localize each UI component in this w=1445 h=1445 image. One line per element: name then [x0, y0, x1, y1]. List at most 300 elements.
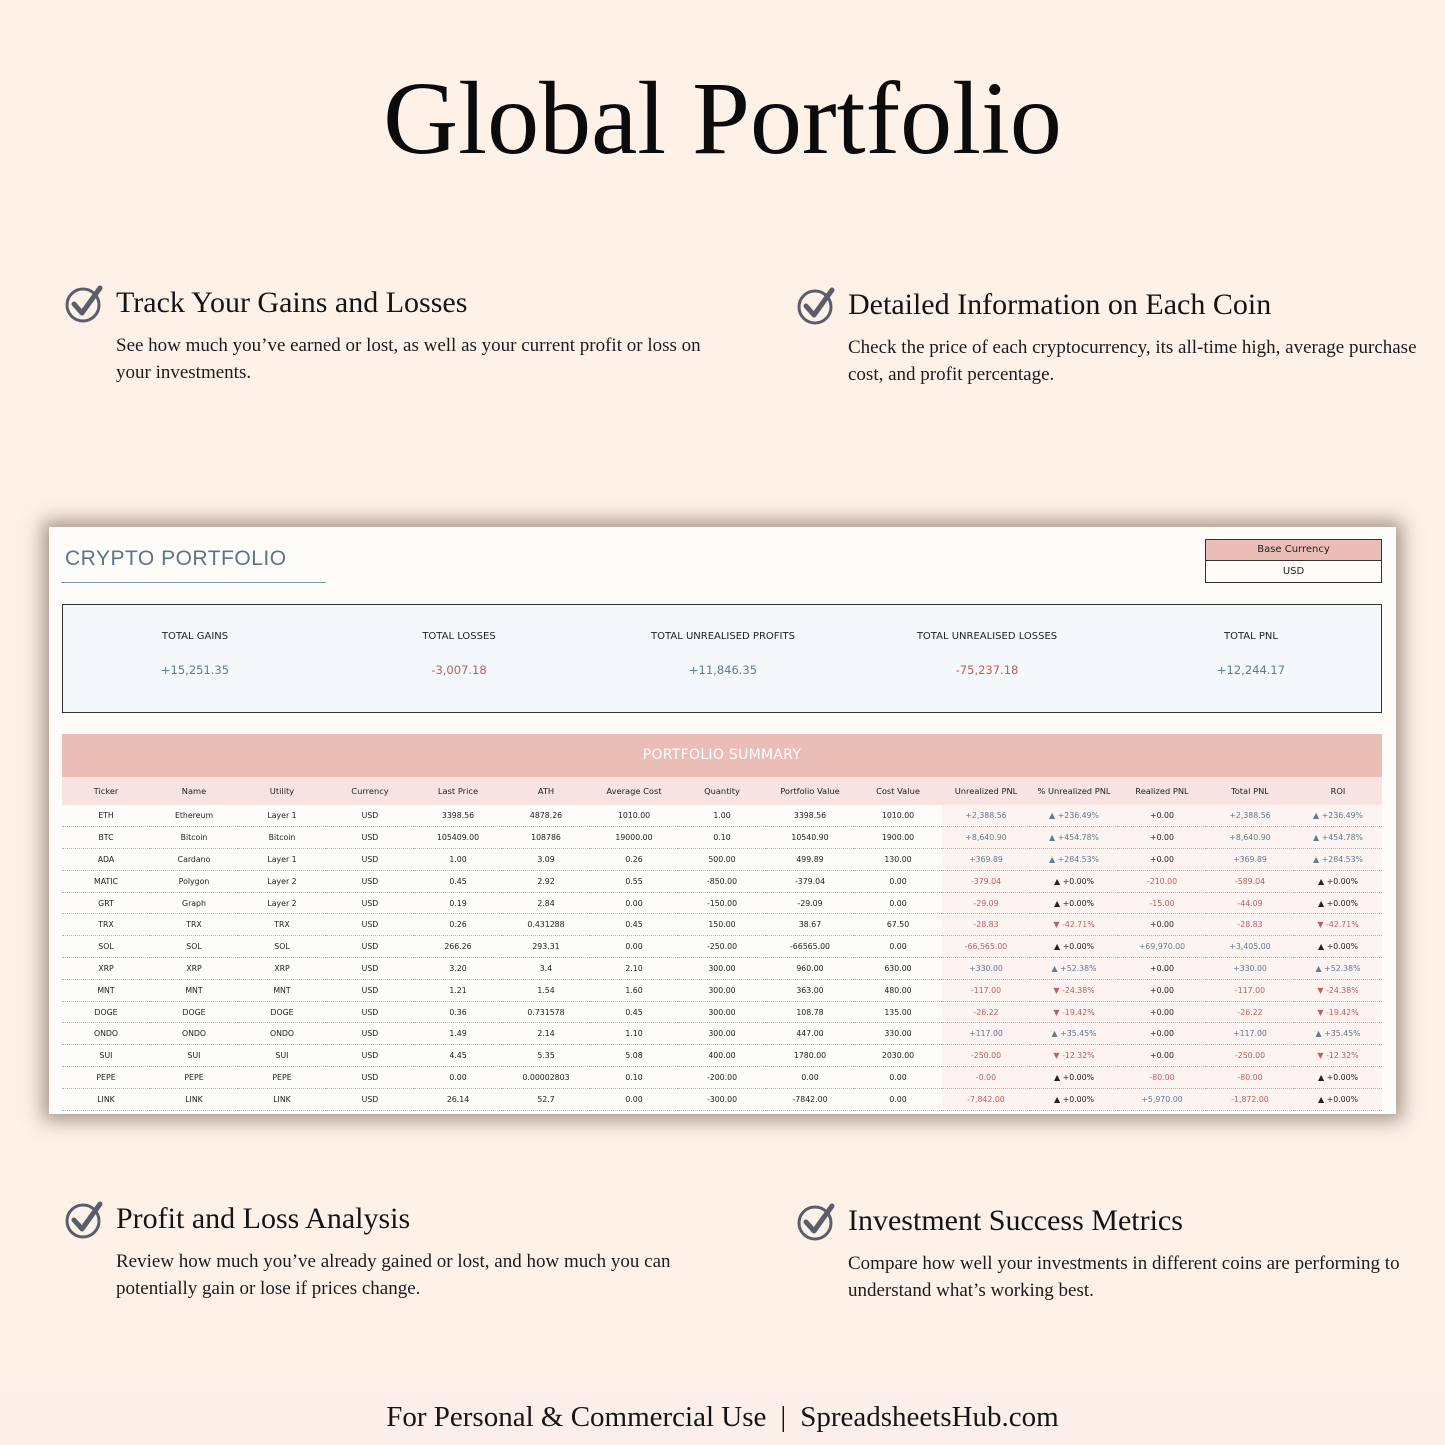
cell-last-price: 1.00 [414, 849, 502, 871]
feature-description: See how much you’ve earned or lost, as well as your current profit or loss on your investments. [116, 335, 701, 383]
cell-utility: XRP [238, 958, 326, 980]
cell-ticker: PEPE [62, 1067, 150, 1089]
cell-value: -19.42% [1062, 1007, 1095, 1017]
cell-utility: Layer 2 [238, 892, 326, 914]
cell-value: +52.38% [1060, 963, 1097, 973]
column-header: Total PNL [1206, 777, 1294, 805]
cell-currency: USD [326, 958, 414, 980]
triangle-down-icon: ▼ [1053, 1051, 1063, 1061]
triangle-up-icon: ▲ [1049, 811, 1058, 821]
cell-ticker: TRX [62, 914, 150, 936]
cell-value: +0.00% [1326, 1094, 1358, 1104]
cell-quantity: 400.00 [678, 1045, 766, 1067]
column-header: Ticker [62, 777, 150, 805]
table-row [62, 827, 1382, 849]
feature-title: Profit and Loss Analysis [116, 1202, 411, 1235]
cell-ticker: GRT [62, 892, 150, 914]
cell-cost-value: 0.00 [854, 1067, 942, 1089]
cell-value: +0.00% [1062, 1094, 1094, 1104]
cell-cost-value: 630.00 [854, 958, 942, 980]
column-header: Currency [326, 777, 414, 805]
cell-unrealized-pnl: +2,388.56 [942, 805, 1030, 827]
check-circle-icon [796, 286, 836, 326]
table-row [62, 892, 1382, 914]
cell-currency: USD [326, 849, 414, 871]
base-currency-box [1205, 539, 1382, 583]
cell-last-price: 3.20 [414, 958, 502, 980]
cell-ath: 0.431288 [502, 914, 590, 936]
cell-last-price: 26.14 [414, 1088, 502, 1110]
total-value: +11,846.35 [688, 663, 758, 677]
cell-total-pnl: +3,405.00 [1206, 936, 1294, 958]
cell-currency: USD [326, 1045, 414, 1067]
title-underline [61, 582, 326, 583]
cell-portfolio-value: 1780.00 [766, 1045, 854, 1067]
cell-pct-unrealized [1030, 936, 1118, 958]
cell-ticker: MNT [62, 979, 150, 1001]
cell-pct-unrealized [1030, 849, 1118, 871]
total-label: TOTAL GAINS [161, 631, 229, 642]
cell-value: -42.71% [1062, 920, 1095, 930]
cell-unrealized-pnl: +117.00 [942, 1023, 1030, 1045]
cell-pct-unrealized [1030, 979, 1118, 1001]
cell-ath: 5.35 [502, 1045, 590, 1067]
cell-utility: Layer 1 [238, 849, 326, 871]
sheet-title: CRYPTO PORTFOLIO [65, 547, 287, 570]
cell-portfolio-value: 363.00 [766, 979, 854, 1001]
cell-last-price: 0.36 [414, 1001, 502, 1023]
triangle-up-icon: ▲ [1053, 1094, 1063, 1104]
cell-realized-pnl: -210.00 [1118, 870, 1206, 892]
cell-cost-value: 0.00 [854, 1088, 942, 1110]
cell-ticker: SOL [62, 936, 150, 958]
cell-unrealized-pnl: +8,640.90 [942, 827, 1030, 849]
table-row [62, 914, 1382, 936]
cell-ticker: ADA [62, 849, 150, 871]
column-header: Unrealized PNL [942, 777, 1030, 805]
cell-unrealized-pnl: -117.00 [942, 979, 1030, 1001]
cell-utility: Bitcoin [238, 827, 326, 849]
cell-quantity: -850.00 [678, 870, 766, 892]
cell-value: +0.00% [1062, 898, 1094, 908]
cell-portfolio-value: 10540.90 [766, 827, 854, 849]
cell-currency: USD [326, 914, 414, 936]
cell-currency: USD [326, 1067, 414, 1089]
column-header: Utility [238, 777, 326, 805]
cell-roi [1294, 936, 1382, 958]
cell-portfolio-value: -7842.00 [766, 1088, 854, 1110]
cell-total-pnl: +117.00 [1206, 1023, 1294, 1045]
column-header: Realized PNL [1118, 777, 1206, 805]
cell-currency: USD [326, 1088, 414, 1110]
table-row [62, 1023, 1382, 1045]
cell-total-pnl: -80.00 [1206, 1067, 1294, 1089]
cell-ath: 293.31 [502, 936, 590, 958]
cell-total-pnl: -26.22 [1206, 1001, 1294, 1023]
cell-total-pnl: -1,872.00 [1206, 1088, 1294, 1110]
cell-realized-pnl: +0.00 [1118, 849, 1206, 871]
cell-avg-cost: 0.00 [590, 1088, 678, 1110]
cell-cost-value: 0.00 [854, 936, 942, 958]
cell-roi [1294, 914, 1382, 936]
footer-separator: | [780, 1401, 787, 1433]
cell-value: -19.42% [1326, 1007, 1359, 1017]
column-header: Name [150, 777, 238, 805]
cell-avg-cost: 0.00 [590, 936, 678, 958]
triangle-up-icon: ▲ [1051, 1029, 1061, 1039]
cell-name: DOGE [150, 1001, 238, 1023]
cell-ath: 0.731578 [502, 1001, 590, 1023]
table-row [62, 870, 1382, 892]
triangle-up-icon: ▲ [1317, 1094, 1327, 1104]
cell-pct-unrealized [1030, 870, 1118, 892]
triangle-up-icon: ▲ [1049, 854, 1058, 864]
cell-realized-pnl: +0.00 [1118, 1001, 1206, 1023]
triangle-up-icon: ▲ [1313, 833, 1322, 843]
cell-unrealized-pnl: -28.83 [942, 914, 1030, 936]
triangle-down-icon: ▼ [1053, 1007, 1063, 1017]
base-currency-label: Base Currency [1206, 540, 1381, 561]
triangle-up-icon: ▲ [1315, 963, 1325, 973]
cell-roi [1294, 1045, 1382, 1067]
triangle-down-icon: ▼ [1317, 985, 1327, 995]
check-circle-icon [796, 1202, 836, 1242]
column-header: Average Cost [590, 777, 678, 805]
column-header: ATH [502, 777, 590, 805]
cell-value: +52.38% [1324, 963, 1361, 973]
cell-unrealized-pnl: -0.00 [942, 1067, 1030, 1089]
cell-realized-pnl: +0.00 [1118, 1023, 1206, 1045]
cell-roi [1294, 1088, 1382, 1110]
cell-pct-unrealized [1030, 827, 1118, 849]
cell-total-pnl: +2,388.56 [1206, 805, 1294, 827]
cell-pct-unrealized [1030, 1067, 1118, 1089]
cell-value: -24.38% [1326, 985, 1359, 995]
cell-quantity: 300.00 [678, 958, 766, 980]
cell-value: +236.49% [1057, 811, 1099, 821]
cell-realized-pnl: -80.00 [1118, 1067, 1206, 1089]
triangle-up-icon: ▲ [1313, 811, 1322, 821]
cell-last-price: 0.26 [414, 914, 502, 936]
portfolio-table [62, 777, 1382, 1111]
cell-ath: 52.7 [502, 1088, 590, 1110]
table-row [62, 1067, 1382, 1089]
cell-name: Graph [150, 892, 238, 914]
total-label: TOTAL PNL [1224, 631, 1278, 642]
triangle-up-icon: ▲ [1317, 898, 1327, 908]
cell-last-price: 4.45 [414, 1045, 502, 1067]
triangle-down-icon: ▼ [1317, 1007, 1327, 1017]
cell-quantity: 300.00 [678, 1001, 766, 1023]
cell-portfolio-value: -379.04 [766, 870, 854, 892]
cell-unrealized-pnl: -26.22 [942, 1001, 1030, 1023]
cell-ath: 4878.26 [502, 805, 590, 827]
cell-currency: USD [326, 979, 414, 1001]
cell-realized-pnl: +0.00 [1118, 979, 1206, 1001]
cell-value: +454.78% [1321, 833, 1363, 843]
cell-name: MNT [150, 979, 238, 1001]
base-currency-select[interactable]: USD [1282, 566, 1305, 577]
cell-avg-cost: 5.08 [590, 1045, 678, 1067]
table-row [62, 979, 1382, 1001]
cell-unrealized-pnl: -7,842.00 [942, 1088, 1030, 1110]
cell-ath: 3.4 [502, 958, 590, 980]
cell-value: +0.00% [1062, 876, 1094, 886]
cell-name: Ethereum [150, 805, 238, 827]
cell-ticker: LINK [62, 1088, 150, 1110]
footer-website-link[interactable]: SpreadsheetsHub.com [800, 1401, 1059, 1433]
table-header-row [62, 777, 1382, 805]
cell-portfolio-value: 447.00 [766, 1023, 854, 1045]
cell-utility: SOL [238, 936, 326, 958]
cell-ticker: ETH [62, 805, 150, 827]
total-value: +15,251.35 [160, 663, 230, 677]
cell-value: +284.53% [1321, 854, 1363, 864]
feature-description: Review how much you’ve already gained or lost, and how much you can potentially gain or lose if prices change. [116, 1251, 671, 1299]
cell-value: -12.32% [1062, 1051, 1095, 1061]
triangle-up-icon: ▲ [1313, 854, 1322, 864]
triangle-down-icon: ▼ [1317, 1051, 1327, 1061]
cell-ticker: XRP [62, 958, 150, 980]
triangle-up-icon: ▲ [1317, 942, 1327, 952]
cell-pct-unrealized [1030, 1001, 1118, 1023]
cell-utility: DOGE [238, 1001, 326, 1023]
cell-pct-unrealized [1030, 805, 1118, 827]
cell-cost-value: 67.50 [854, 914, 942, 936]
triangle-up-icon: ▲ [1317, 1072, 1327, 1082]
cell-portfolio-value: 3398.56 [766, 805, 854, 827]
cell-currency: USD [326, 892, 414, 914]
cell-pct-unrealized [1030, 914, 1118, 936]
cell-value: -24.38% [1062, 985, 1095, 995]
cell-currency: USD [326, 870, 414, 892]
cell-value: +35.45% [1324, 1029, 1361, 1039]
check-circle-icon [64, 284, 104, 324]
cell-unrealized-pnl: -66,565.00 [942, 936, 1030, 958]
cell-total-pnl: -28.83 [1206, 914, 1294, 936]
cell-ath: 0.00002803 [502, 1067, 590, 1089]
cell-name: LINK [150, 1088, 238, 1110]
cell-ticker: DOGE [62, 1001, 150, 1023]
table-row [62, 805, 1382, 827]
cell-total-pnl: -44.09 [1206, 892, 1294, 914]
cell-last-price: 0.19 [414, 892, 502, 914]
feature-title: Investment Success Metrics [848, 1204, 1183, 1237]
cell-value: +0.00% [1326, 1072, 1358, 1082]
footer-license: For Personal & Commercial Use [386, 1401, 767, 1433]
cell-total-pnl: -589.04 [1206, 870, 1294, 892]
cell-name: SUI [150, 1045, 238, 1067]
cell-name: TRX [150, 914, 238, 936]
cell-cost-value: 135.00 [854, 1001, 942, 1023]
cell-total-pnl: +8,640.90 [1206, 827, 1294, 849]
cell-last-price: 0.45 [414, 870, 502, 892]
crypto-portfolio-sheet [49, 527, 1396, 1114]
cell-quantity: -200.00 [678, 1067, 766, 1089]
cell-avg-cost: 0.00 [590, 892, 678, 914]
cell-ticker: SUI [62, 1045, 150, 1067]
cell-quantity: 500.00 [678, 849, 766, 871]
total-label: TOTAL UNREALISED PROFITS [651, 631, 795, 642]
column-header: Quantity [678, 777, 766, 805]
cell-realized-pnl: +5,970.00 [1118, 1088, 1206, 1110]
cell-ath: 2.84 [502, 892, 590, 914]
footer [0, 1390, 1445, 1445]
cell-pct-unrealized [1030, 892, 1118, 914]
triangle-up-icon: ▲ [1053, 1072, 1063, 1082]
triangle-up-icon: ▲ [1053, 898, 1063, 908]
column-header: Portfolio Value [766, 777, 854, 805]
feature-title: Detailed Information on Each Coin [848, 288, 1272, 321]
table-row [62, 936, 1382, 958]
column-header: Cost Value [854, 777, 942, 805]
cell-roi [1294, 827, 1382, 849]
cell-utility: Layer 1 [238, 805, 326, 827]
cell-total-pnl: -117.00 [1206, 979, 1294, 1001]
triangle-up-icon: ▲ [1049, 833, 1058, 843]
cell-name: XRP [150, 958, 238, 980]
cell-unrealized-pnl: +369.89 [942, 849, 1030, 871]
cell-value: +35.45% [1060, 1029, 1097, 1039]
total-value: -75,237.18 [955, 663, 1019, 677]
cell-currency: USD [326, 936, 414, 958]
cell-quantity: 1.00 [678, 805, 766, 827]
cell-pct-unrealized [1030, 958, 1118, 980]
cell-roi [1294, 1067, 1382, 1089]
cell-last-price: 1.21 [414, 979, 502, 1001]
cell-roi [1294, 958, 1382, 980]
cell-name: Polygon [150, 870, 238, 892]
cell-portfolio-value: 38.67 [766, 914, 854, 936]
cell-cost-value: 1010.00 [854, 805, 942, 827]
cell-utility: SUI [238, 1045, 326, 1067]
cell-utility: PEPE [238, 1067, 326, 1089]
cell-roi [1294, 892, 1382, 914]
triangle-up-icon: ▲ [1053, 876, 1063, 886]
cell-quantity: 300.00 [678, 979, 766, 1001]
cell-unrealized-pnl: -29.09 [942, 892, 1030, 914]
cell-value: +0.00% [1326, 942, 1358, 952]
cell-quantity: -150.00 [678, 892, 766, 914]
cell-last-price: 3398.56 [414, 805, 502, 827]
total-value: +12,244.17 [1216, 663, 1286, 677]
cell-quantity: -300.00 [678, 1088, 766, 1110]
triangle-down-icon: ▼ [1053, 920, 1063, 930]
cell-total-pnl: -250.00 [1206, 1045, 1294, 1067]
cell-ticker: MATIC [62, 870, 150, 892]
cell-avg-cost: 0.45 [590, 914, 678, 936]
cell-avg-cost: 1.10 [590, 1023, 678, 1045]
cell-last-price: 0.00 [414, 1067, 502, 1089]
feature-description: Check the price of each cryptocurrency, its all-time high, average purchase cost, and profit percentage. [848, 337, 1417, 385]
cell-avg-cost: 0.10 [590, 1067, 678, 1089]
total-value: -3,007.18 [431, 663, 487, 677]
cell-portfolio-value: -66565.00 [766, 936, 854, 958]
cell-ath: 3.09 [502, 849, 590, 871]
column-header: % Unrealized PNL [1030, 777, 1118, 805]
cell-utility: ONDO [238, 1023, 326, 1045]
cell-pct-unrealized [1030, 1023, 1118, 1045]
cell-avg-cost: 2.10 [590, 958, 678, 980]
portfolio-summary-header: PORTFOLIO SUMMARY [62, 734, 1382, 777]
cell-roi [1294, 849, 1382, 871]
cell-value: -12.32% [1326, 1051, 1359, 1061]
triangle-up-icon: ▲ [1051, 963, 1061, 973]
feature-title: Track Your Gains and Losses [116, 286, 468, 319]
table-row [62, 958, 1382, 980]
cell-total-pnl: +369.89 [1206, 849, 1294, 871]
cell-value: +0.00% [1326, 898, 1358, 908]
cell-name: ONDO [150, 1023, 238, 1045]
cell-realized-pnl: +0.00 [1118, 827, 1206, 849]
cell-name: SOL [150, 936, 238, 958]
cell-realized-pnl: +0.00 [1118, 914, 1206, 936]
cell-avg-cost: 19000.00 [590, 827, 678, 849]
triangle-up-icon: ▲ [1315, 1029, 1325, 1039]
cell-portfolio-value: 108.78 [766, 1001, 854, 1023]
cell-quantity: 300.00 [678, 1023, 766, 1045]
column-header: Last Price [414, 777, 502, 805]
cell-portfolio-value: 960.00 [766, 958, 854, 980]
column-header: ROI [1294, 777, 1382, 805]
cell-name: Bitcoin [150, 827, 238, 849]
cell-value: +0.00% [1062, 942, 1094, 952]
cell-pct-unrealized [1030, 1088, 1118, 1110]
total-label: TOTAL UNREALISED LOSSES [916, 631, 1058, 642]
cell-portfolio-value: 499.89 [766, 849, 854, 871]
table-row [62, 1045, 1382, 1067]
table-row [62, 849, 1382, 871]
cell-roi [1294, 805, 1382, 827]
cell-unrealized-pnl: -250.00 [942, 1045, 1030, 1067]
cell-utility: MNT [238, 979, 326, 1001]
page-title: Global Portfolio [383, 61, 1062, 176]
cell-cost-value: 0.00 [854, 870, 942, 892]
cell-avg-cost: 0.45 [590, 1001, 678, 1023]
check-circle-icon [64, 1200, 104, 1240]
cell-currency: USD [326, 805, 414, 827]
cell-value: +0.00% [1326, 876, 1358, 886]
cell-roi [1294, 870, 1382, 892]
cell-realized-pnl: -15.00 [1118, 892, 1206, 914]
cell-pct-unrealized [1030, 1045, 1118, 1067]
cell-realized-pnl: +0.00 [1118, 958, 1206, 980]
cell-cost-value: 2030.00 [854, 1045, 942, 1067]
cell-cost-value: 480.00 [854, 979, 942, 1001]
feature-description: Compare how well your investments in different coins are performing to understand what’s working best. [848, 1253, 1400, 1301]
triangle-down-icon: ▼ [1317, 920, 1327, 930]
cell-portfolio-value: -29.09 [766, 892, 854, 914]
cell-unrealized-pnl: -379.04 [942, 870, 1030, 892]
cell-cost-value: 0.00 [854, 892, 942, 914]
cell-unrealized-pnl: +330.00 [942, 958, 1030, 980]
cell-realized-pnl: +69,970.00 [1118, 936, 1206, 958]
cell-last-price: 105409.00 [414, 827, 502, 849]
table-row [62, 1088, 1382, 1110]
cell-currency: USD [326, 1001, 414, 1023]
cell-value: +0.00% [1062, 1072, 1094, 1082]
cell-realized-pnl: +0.00 [1118, 1045, 1206, 1067]
triangle-up-icon: ▲ [1053, 942, 1063, 952]
cell-name: Cardano [150, 849, 238, 871]
cell-last-price: 1.49 [414, 1023, 502, 1045]
cell-ath: 1.54 [502, 979, 590, 1001]
triangle-down-icon: ▼ [1053, 985, 1063, 995]
cell-quantity: 150.00 [678, 914, 766, 936]
cell-ath: 2.92 [502, 870, 590, 892]
cell-avg-cost: 1010.00 [590, 805, 678, 827]
cell-roi [1294, 1001, 1382, 1023]
